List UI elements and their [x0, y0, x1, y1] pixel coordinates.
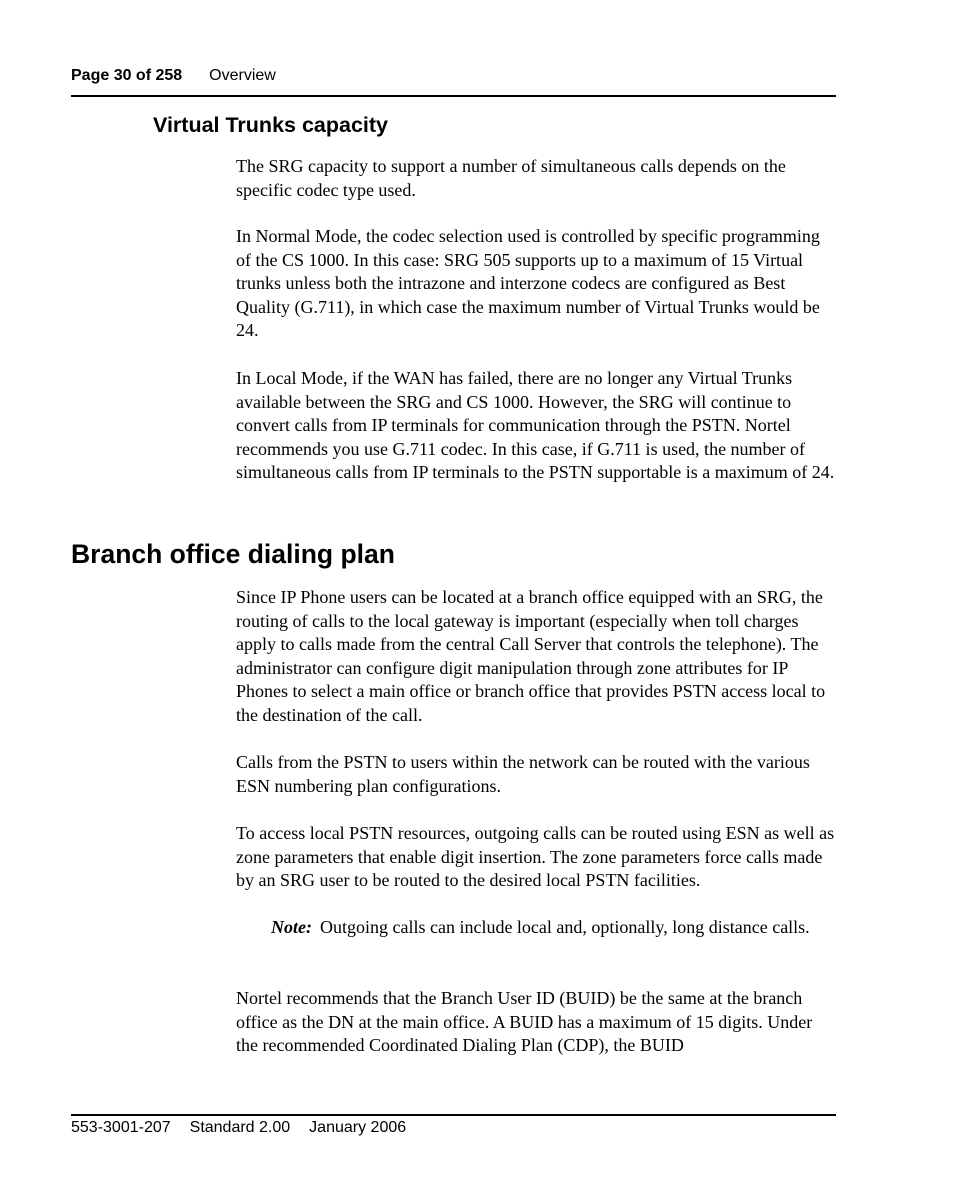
vt-paragraph-2: In Normal Mode, the codec selection used is controlled by specific programming of the CS 1000. In this case: SRG 505 supports up to a maximum of 15 Virtual trunks unless both the intrazone and interzone codecs are configured as Best Quality (G.711), in which case the maximum number of Virtual Trunks would be 24. — [236, 226, 820, 341]
publication-date: January 2006 — [309, 1119, 407, 1136]
page-footer — [71, 1118, 406, 1138]
vt-paragraph-1: The SRG capacity to support a number of simultaneous calls depends on the specific codec type used. — [236, 156, 786, 200]
section-name: Overview — [209, 67, 276, 84]
page-number: Page 30 of 258 — [71, 67, 183, 84]
dp-paragraph-1: Since IP Phone users can be located at a branch office equipped with an SRG, the routing of calls to the local gateway is important (especially when toll charges apply to calls made from the central Call Server that controls the telephone). The administrator can configure digit manipulation through zone attributes for IP Phones to select a main office or branch office that provides PSTN access local to the destination of the call. — [236, 587, 826, 725]
dp-paragraph-3: To access local PSTN resources, outgoing calls can be routed using ESN as well as zone parameters that enable digit insertion. The zone parameters force calls made by an SRG user to be routed to the desired local PSTN facilities. — [236, 823, 835, 891]
note-text: Outgoing calls can include local and, optionally, long distance calls. — [319, 917, 810, 937]
note — [271, 916, 836, 940]
vt-paragraph-3: In Local Mode, if the WAN has failed, there are no longer any Virtual Trunks available between the SRG and CS 1000. However, the SRG will continue to convert calls from IP terminals for communication through the PSTN. Nortel recommends you use G.711 codec. In this case, if G.711 is used, the number of simultaneous calls from IP terminals to the PSTN supportable is a maximum of 24. — [236, 368, 835, 483]
page-header — [71, 66, 276, 86]
dp-paragraph-4: Nortel recommends that the Branch User ID (BUID) be the same at the branch office as the DN at the main office. A BUID has a maximum of 15 digits. Under the recommended Coordinated Dialing Plan (CDP), the BUID — [236, 988, 813, 1056]
dialing-plan-heading: Branch office dialing plan — [71, 539, 395, 569]
doc-number: 553-3001-207 — [71, 1119, 171, 1136]
note-label: Note: — [271, 917, 312, 937]
standard-version: Standard 2.00 — [189, 1119, 291, 1136]
virtual-trunks-heading: Virtual Trunks capacity — [153, 113, 389, 137]
header-rule — [71, 95, 836, 97]
footer-rule — [71, 1114, 836, 1116]
dp-paragraph-2: Calls from the PSTN to users within the network can be routed with the various ESN numbering plan configurations. — [236, 752, 810, 796]
